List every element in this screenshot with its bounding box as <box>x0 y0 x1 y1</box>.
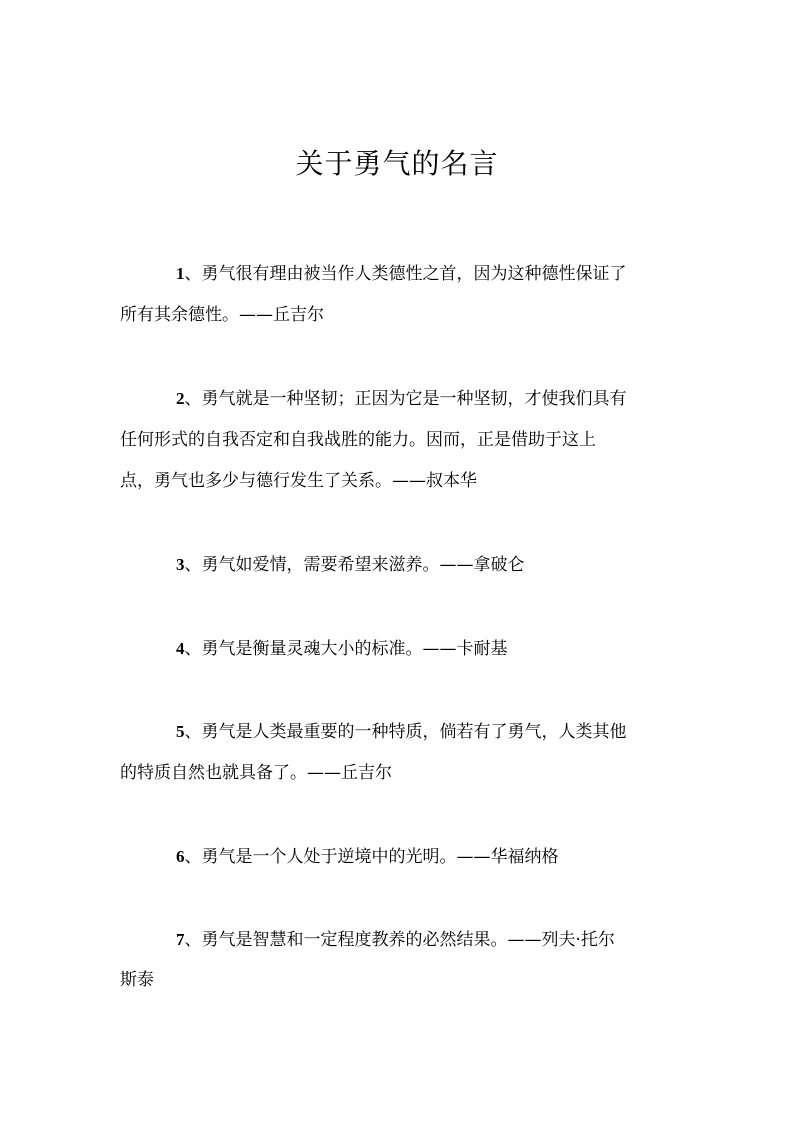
quote-text: 的特质自然也就具备了。——丘吉尔 <box>120 763 392 783</box>
quote-number: 7 <box>176 930 185 949</box>
quote-number: 2 <box>176 389 185 408</box>
quote-text: 、勇气是一个人处于逆境中的光明。——华福纳格 <box>184 847 559 867</box>
quote-text: 、勇气如爱情，需要希望来滋养。——拿破仑 <box>184 555 525 575</box>
quote-text: 、勇气是衡量灵魂大小的标准。——卡耐基 <box>184 639 508 659</box>
quote-number: 3 <box>176 555 185 574</box>
quote-text: 斯泰 <box>120 970 154 990</box>
quote-text: 任何形式的自我否定和自我战胜的能力。因而，正是借助于这上 <box>120 430 596 450</box>
quote-text: 所有其余德性。——丘吉尔 <box>120 305 324 325</box>
quote-text: 、勇气很有理由被当作人类德性之首，因为这种德性保证了 <box>184 264 627 284</box>
quote-number: 4 <box>176 639 185 658</box>
quote-number: 1 <box>176 264 185 283</box>
quote-number: 5 <box>176 722 185 741</box>
quote-text: 点，勇气也多少与德行发生了关系。——叔本华 <box>120 471 477 491</box>
document-title: 关于勇气的名言 <box>295 147 499 180</box>
quote-number: 6 <box>176 847 185 866</box>
quote-text: 、勇气就是一种坚韧；正因为它是一种坚韧，才使我们具有 <box>184 389 627 409</box>
quote-text: 、勇气是人类最重要的一种特质，倘若有了勇气，人类其他 <box>184 722 627 742</box>
quote-text: 、勇气是智慧和一定程度教养的必然结果。——列夫·托尔 <box>184 930 615 950</box>
